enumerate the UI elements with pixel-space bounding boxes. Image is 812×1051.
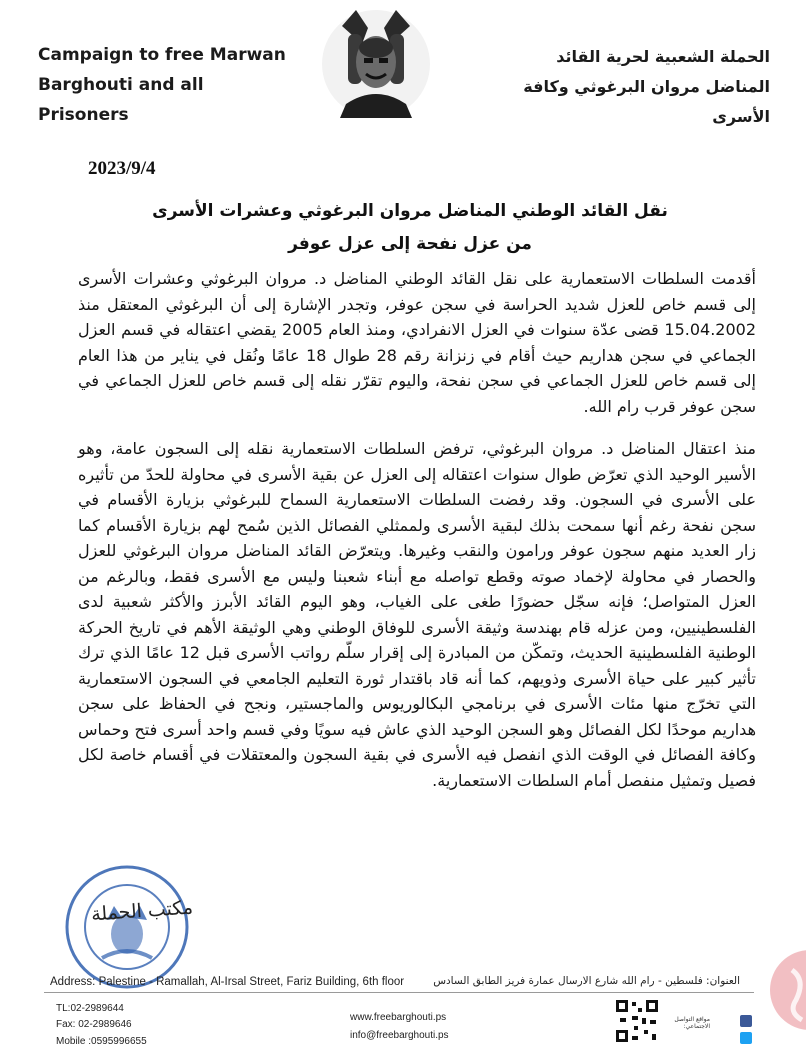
body-paragraph-2: منذ اعتقال المناضل د. مروان البرغوثي، ترفض السلطات الاستعمارية نقله إلى السجون عامة، وهو الأسير الوحيد الذي تعرّض طوال سنوات اعتقاله إلى العزل عن بقية الأسرى في محاولة للحدّ من تأثيره على الأسرى في السجون. وقد رفضت السلطات الاستعمارية السماح للبرغوثي بزيارة الأقسام في سجن نفحة رغم أنها سمحت بذلك لبقية الأسرى ولممثلي الفصائل الذين سُمح لهم بزيارة الأقسام كما زار العديد منهم سجون عوفر ورامون والنقب وغيرها. ويتعرّض القائد المناضل مروان البرغوثي للعزل والحصار في محاولة لإخماد صوته وقطع تواصله مع أبناء شعبنا وليس مع الأسرى فقط، وبالرغم من العزل المتواصل؛ فإنه سجّل حضورًا طغى على الغياب، وهو اليوم القائد الأبرز والأكثر شعبية لدى الفلسطينيين، ومن عزله قام بهندسة وثيقة الأسرى للوفاق الوطني وهي الوثيقة الأهم في تاريخ الحركة الوطنية الفلسطينية الحديث، وتمكّن من المبادرة إلى إقرار سلّم رواتب الأسرى قبل 12 عامًا الذي ترك تأثير كبير على حياة الأسرى وذويهم، كما أنه قاد باقتدار ثورة التعليم الجامعي في السجون الاستعمارية التي تخرّج منها مئات الأسرى في برنامجي البكالوريوس والماجستير، ونجح في الحفاظ على سجن هداريم موحدًا لكل الفصائل وهو السجن الوحيد الذي عاش فيه سويًا وفي قسم واحد أسرى فتح وحماس وكافة الفصائل في الوقت الذي انفصل فيه الأسرى في بقية السجون والمعتقلات في أقسام خاصة لكل فصيل وتمثيل منفصل أمام السلطات الاستعمارية. xyxy=(78,439,757,790)
footer-fax: Fax: 02-2989646 xyxy=(56,1019,132,1030)
campaign-name-en-line2: Barghouti and all Prisoners xyxy=(38,75,204,125)
signature-label: مكتب الحملة xyxy=(90,896,194,926)
facebook-icon[interactable] xyxy=(740,1015,752,1027)
document-title-line2: من عزل نفحة إلى عزل عوفر xyxy=(288,234,532,254)
body-paragraph-1: أقدمت السلطات الاستعمارية على نقل القائد الوطني المناضل د. مروان البرغوثي وعشرات الأسرى إلى قسم خاص للعزل شديد الحراسة في سجن عوفر، وتجدر الإشارة إلى أن البرغوثي المعتقل منذ 15.04.2002 قضى عدّة سنوات في العزل الانفرادي، ومنذ العام 2005 يقضي اعتقاله في قسم العزل الجماعي في سجن هداريم حيث أقام في زنزانة رقم 28 طوال 18 عامًا ونُقل في يناير من هذا العام إلى قسم خاص للعزل الجماعي في سجن نفحة، واليوم تقرّر نقله إلى قسم خاص للعزل الجماعي في سجن عوفر قرب رام الله. xyxy=(78,269,756,416)
footer-telephone: TL:02-2989644 xyxy=(56,1003,124,1014)
footer-website-link[interactable]: www.freebarghouti.ps xyxy=(350,1012,447,1023)
campaign-name-ar-line1: الحملة الشعبية لحرية القائد xyxy=(556,47,770,66)
qr-code-icon[interactable] xyxy=(614,998,660,1044)
footer-social-label: مواقع التواصل الاجتماعي: xyxy=(674,1016,710,1030)
campaign-name-ar-line2: المناضل مروان البرغوثي وكافة الأسرى xyxy=(523,77,770,126)
footer-address-english: Address: Palestine - Ramallah, Al-Irsal Street, Fariz Building, 6th floor xyxy=(50,976,405,988)
campaign-name-en-line1: Campaign to free Marwan xyxy=(38,45,286,65)
footer-address-arabic: العنوان: فلسطين - رام الله شارع الارسال عمارة فريز الطابق السادس xyxy=(433,975,740,987)
watermark-logo-icon xyxy=(766,940,806,1040)
official-stamp-icon xyxy=(62,862,192,992)
footer-email-link[interactable]: info@freebarghouti.ps xyxy=(350,1030,449,1041)
document-title-line1: نقل القائد الوطني المناضل مروان البرغوثي وعشرات الأسرى xyxy=(152,201,668,221)
document-date: 2023/9/4 xyxy=(88,158,156,179)
footer-divider xyxy=(44,992,754,993)
footer-mobile: Mobile :0595996655 xyxy=(56,1036,147,1047)
twitter-icon[interactable] xyxy=(740,1032,752,1044)
campaign-name-arabic xyxy=(510,42,770,132)
campaign-name-english xyxy=(38,40,288,130)
portrait-logo-icon xyxy=(322,4,430,122)
